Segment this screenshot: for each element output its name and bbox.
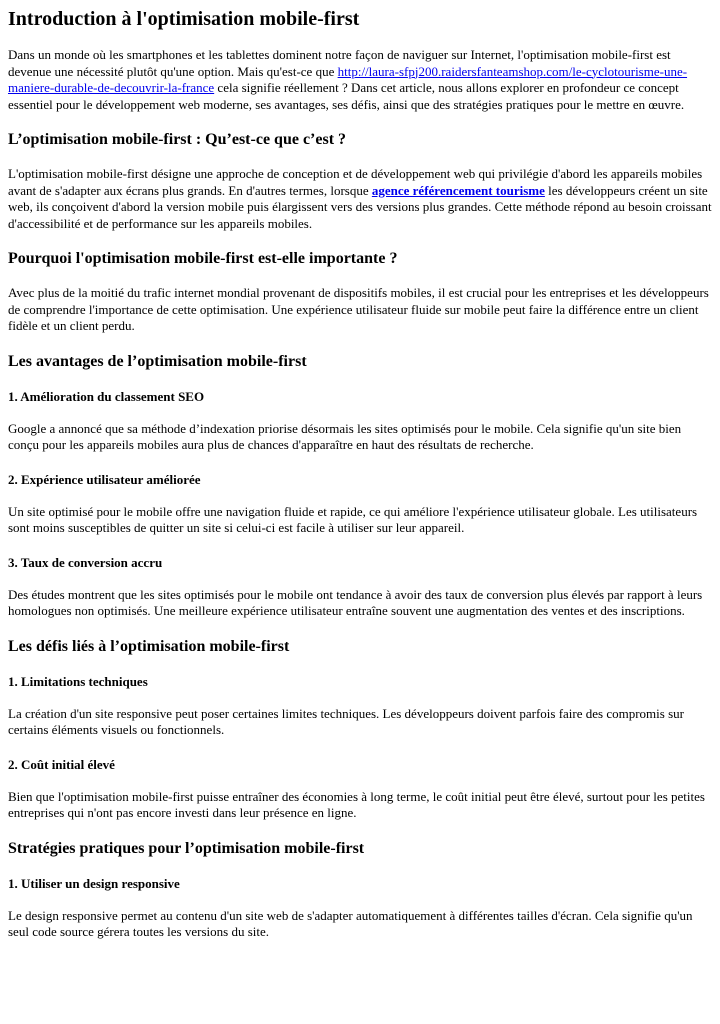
- section-heading-challenges: Les défis liés à l’optimisation mobile-first: [8, 637, 290, 655]
- advantage-text-ux: Un site optimisé pour le mobile offre une navigation fluide et rapide, ce qui améliore l'expérience utilisateur globale. Les utilisateurs sont moins susceptibles de quitter un site si celui-ci est facile à utiliser sur leur appareil.: [8, 503, 698, 535]
- section-heading-why: Pourquoi l'optimisation mobile-first est-elle importante ?: [8, 250, 398, 267]
- intro-text-after: cela signifie réellement ? Dans cet article, nous allons explorer en profondeur ce concept essentiel pour le développement web moderne, ses avantages, ses défis, ainsi que des stratégies pratiques pour le mettre en œuvre.: [8, 80, 685, 112]
- page-title: Introduction à l'optimisation mobile-first: [8, 8, 360, 30]
- why-paragraph: Avec plus de la moitié du trafic internet mondial provenant de dispositifs mobiles, il est crucial pour les entreprises et les développeurs de comprendre l'importance de cette optimisation. Une expérience utilisateur fluide sur mobile peut faire la différence entre un client fidèle et un client perdu.: [8, 285, 709, 333]
- section-heading-advantages: Les avantages de l’optimisation mobile-first: [8, 352, 307, 370]
- advantage-heading-ux: 2. Expérience utilisateur améliorée: [8, 471, 201, 487]
- intro-link[interactable]: http://laura-sfpj200.raidersfanteamshop.com/le-cyclotourisme-une-maniere-durable-de-decouvrir-la-france: [8, 63, 688, 95]
- article: [0, 7, 720, 941]
- challenge-text-cost: Bien que l'optimisation mobile-first puisse entraîner des économies à long terme, le coût initial peut être élevé, surtout pour les petites entreprises qui n'ont pas encore investi dans leur présence en ligne.: [8, 788, 705, 820]
- advantage-heading-seo: 1. Amélioration du classement SEO: [8, 388, 205, 404]
- intro-paragraph: [8, 47, 712, 113]
- advantage-heading-conversion: 3. Taux de conversion accru: [8, 554, 163, 570]
- challenge-heading-cost: 2. Coût initial élevé: [8, 756, 115, 772]
- what-text-after: les développeurs créent un site web, ils conçoivent d'abord la version mobile puis élargissent vers des versions plus grandes. Cette méthode répond au besoin croissant d'accessibilité et de performance sur les appareils mobiles.: [8, 182, 712, 231]
- advantage-text-seo: Google a annoncé que sa méthode d’indexation priorise désormais les sites optimisés pour le mobile. Cela signifie qu'un site bien conçu pour les appareils mobiles aura plus de chances d'apparaître en haut des résultats de recherche.: [8, 420, 682, 452]
- challenge-heading-technical: 1. Limitations techniques: [8, 673, 148, 689]
- tourism-agency-link[interactable]: agence référencement tourisme: [371, 182, 545, 198]
- challenge-text-technical: La création d'un site responsive peut poser certaines limites techniques. Les développeurs doivent parfois faire des compromis sur certains éléments visuels ou fonctionnels.: [8, 705, 684, 737]
- strategy-text-responsive: Le design responsive permet au contenu d'un site web de s'adapter automatiquement à différentes tailles d'écran. Cela signifie qu'un seul code source gérera toutes les versions du site.: [8, 907, 693, 939]
- advantage-text-conversion: Des études montrent que les sites optimisés pour le mobile ont tendance à avoir des taux de conversion plus élevés par rapport à leurs homologues non optimisés. Une meilleure expérience utilisateur entraîne souvent une augmentation des ventes et des inscriptions.: [8, 586, 703, 618]
- strategy-heading-responsive: 1. Utiliser un design responsive: [8, 875, 180, 891]
- intro-text-before: Dans un monde où les smartphones et les tablettes dominent notre façon de naviguer sur Internet, l'optimisation mobile-first est devenue une nécessité plutôt qu'une option. Mais qu'est-ce que: [8, 47, 671, 79]
- section-heading-what: L’optimisation mobile-first : Qu’est-ce que c’est ?: [8, 131, 347, 148]
- section-heading-strategies: Stratégies pratiques pour l’optimisation mobile-first: [8, 839, 365, 857]
- what-text-before: L'optimisation mobile-first désigne une approche de conception et de développement web qui privilégie d'abord les appareils mobiles avant de s'adapter aux écrans plus grands. En d'autres termes, lorsque: [8, 166, 703, 198]
- what-paragraph: [8, 166, 712, 232]
